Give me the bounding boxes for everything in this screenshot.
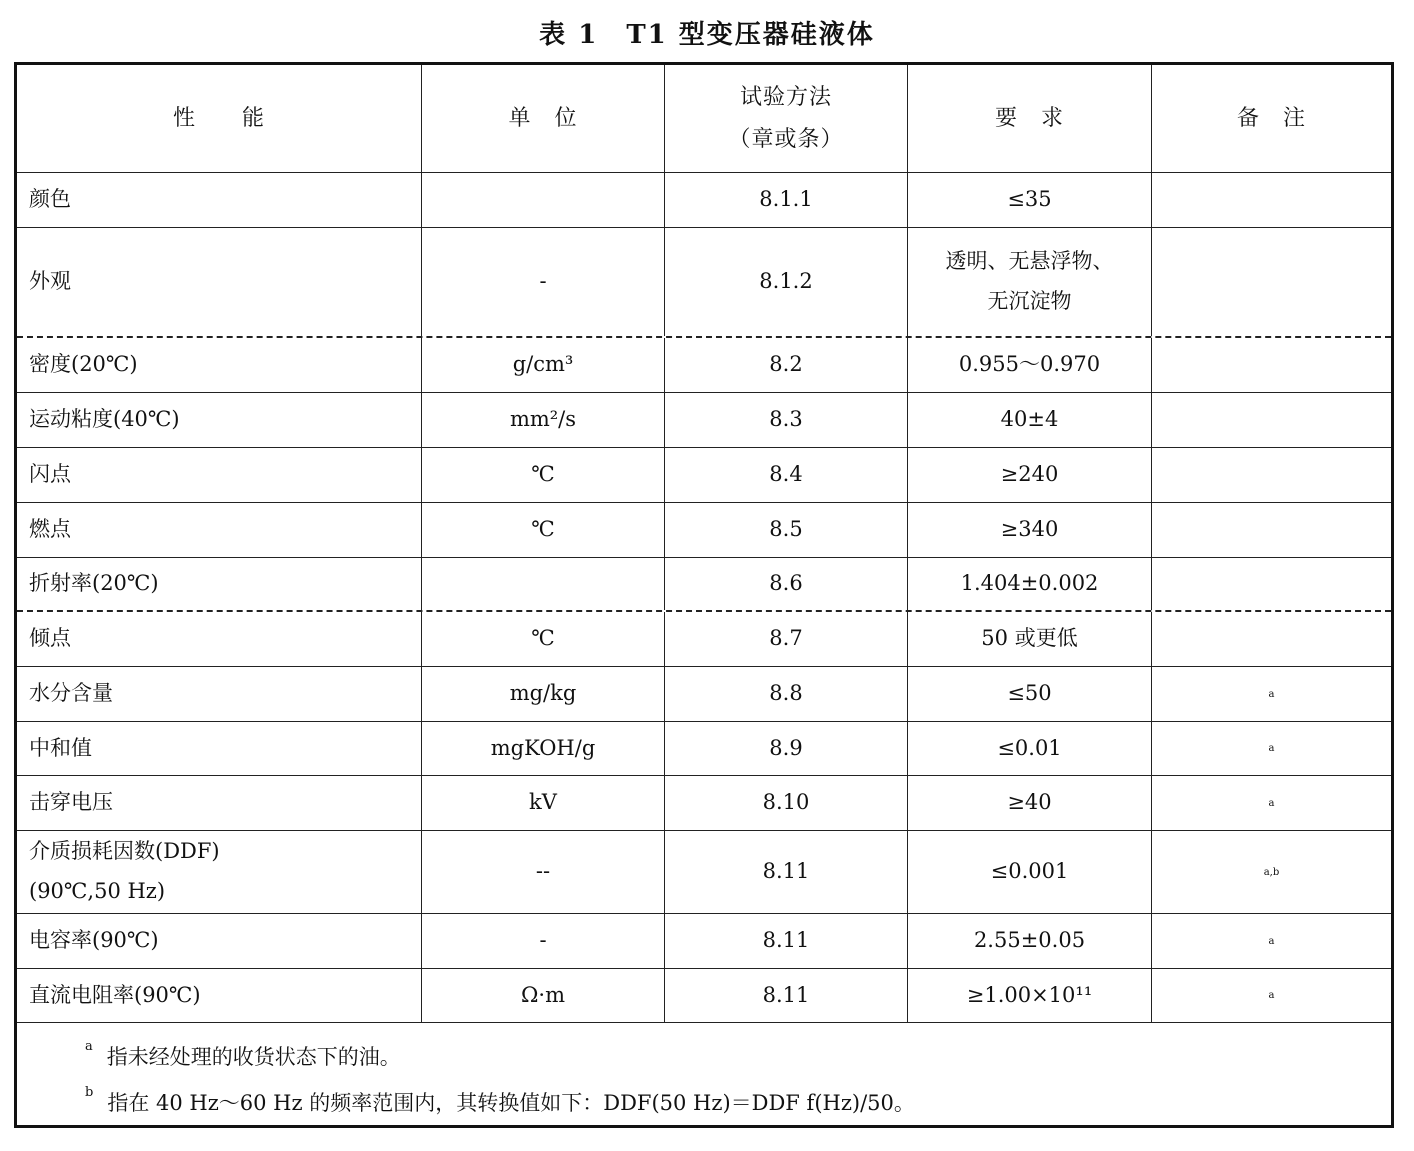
table-title: 表 1 T1 型变压器硅液体 [539, 20, 875, 50]
footnote-a [85, 1041, 401, 1071]
row-property: 运动粘度(40℃) [17, 393, 422, 447]
row-requirement: ≥340 [908, 503, 1152, 557]
row-property: 倾点 [17, 612, 422, 666]
specification-table [14, 62, 1394, 1128]
row-requirement: ≥240 [908, 448, 1152, 502]
row-unit [422, 558, 665, 610]
row-requirement: ≥1.00×10¹¹ [908, 969, 1152, 1022]
table-row [17, 969, 1391, 1023]
row-remark: a [1268, 990, 1275, 1001]
table-footnotes [17, 1023, 1391, 1125]
row-method: 8.4 [665, 448, 908, 502]
row-method: 8.11 [665, 914, 908, 968]
footnote-mark: a [85, 1039, 93, 1054]
row-method: 8.8 [665, 667, 908, 721]
row-method: 8.2 [665, 338, 908, 392]
table-row [17, 228, 1391, 338]
row-property: 水分含量 [17, 667, 422, 721]
row-remark: a [1268, 688, 1275, 700]
table-header-row [17, 65, 1391, 173]
table-row [17, 776, 1391, 831]
row-property: 介质损耗因数(DDF)(90℃,50 Hz) [17, 831, 422, 913]
row-property: 直流电阻率(90℃) [17, 969, 422, 1022]
row-method: 8.11 [665, 831, 908, 913]
row-method: 8.11 [665, 969, 908, 1022]
row-requirement: 50 或更低 [908, 612, 1152, 666]
row-property: 中和值 [17, 722, 422, 775]
row-requirement: ≤50 [908, 667, 1152, 721]
row-method: 8.1.1 [665, 173, 908, 227]
row-unit: -- [422, 831, 665, 913]
table-row [17, 722, 1391, 776]
row-property: 燃点 [17, 503, 422, 557]
row-unit: - [422, 914, 665, 968]
footnote-mark: b [85, 1085, 94, 1100]
row-property: 折射率(20℃) [17, 558, 422, 610]
row-unit: Ω·m [422, 969, 665, 1022]
row-unit: ℃ [422, 503, 665, 557]
row-requirement: 0.955～0.970 [908, 338, 1152, 392]
header-property: 性 能 [17, 65, 422, 172]
row-requirement: ≤0.01 [908, 722, 1152, 775]
row-requirement: 1.404±0.002 [908, 558, 1152, 610]
row-requirement: 40±4 [908, 393, 1152, 447]
row-unit: ℃ [422, 448, 665, 502]
row-method: 8.3 [665, 393, 908, 447]
table-row [17, 338, 1391, 393]
row-remark [1152, 173, 1391, 227]
row-unit: mm²/s [422, 393, 665, 447]
row-property: 电容率(90℃) [17, 914, 422, 968]
row-remark: a,b [1263, 866, 1280, 878]
table-row [17, 448, 1391, 503]
row-unit: kV [422, 776, 665, 830]
row-property: 闪点 [17, 448, 422, 502]
row-requirement: 透明、无悬浮物、无沉淀物 [908, 228, 1152, 336]
row-remark [1152, 612, 1391, 666]
row-method: 8.1.2 [665, 228, 908, 336]
row-requirement: ≥40 [908, 776, 1152, 830]
row-remark: a [1268, 797, 1275, 809]
row-method: 8.7 [665, 612, 908, 666]
row-requirement: ≤0.001 [908, 831, 1152, 913]
table-row [17, 914, 1391, 969]
row-remark [1152, 393, 1391, 447]
row-method: 8.10 [665, 776, 908, 830]
row-property: 外观 [17, 228, 422, 336]
table-row [17, 831, 1391, 914]
table-row [17, 612, 1391, 667]
row-remark [1152, 228, 1391, 336]
row-unit: mgKOH/g [422, 722, 665, 775]
row-requirement: 2.55±0.05 [908, 914, 1152, 968]
row-method: 8.6 [665, 558, 908, 610]
header-method-line2: （章或条） [728, 126, 844, 152]
footnote-b [85, 1087, 915, 1117]
row-remark [1152, 338, 1391, 392]
row-property: 颜色 [17, 173, 422, 227]
header-method [665, 65, 908, 172]
row-remark: a [1268, 935, 1275, 947]
row-method: 8.9 [665, 722, 908, 775]
table-row [17, 173, 1391, 228]
header-remark: 备 注 [1236, 105, 1306, 131]
footnote-text: 指在 40 Hz～60 Hz 的频率范围内，其转换值如下：DDF(50 Hz)＝DDF f(Hz)/50。 [107, 1091, 915, 1115]
row-remark: a [1268, 743, 1275, 754]
table-row [17, 667, 1391, 722]
table-row [17, 558, 1391, 612]
row-remark [1152, 448, 1391, 502]
table-row [17, 503, 1391, 558]
header-method-line1: 试验方法 [739, 84, 832, 110]
row-method: 8.5 [665, 503, 908, 557]
row-remark [1152, 558, 1391, 610]
header-unit: 单 位 [422, 65, 665, 172]
table-row [17, 393, 1391, 448]
row-remark [1152, 503, 1391, 557]
row-unit: ℃ [422, 612, 665, 666]
row-unit: g/cm³ [422, 338, 665, 392]
row-property: 击穿电压 [17, 776, 422, 830]
footnote-text: 指未经处理的收货状态下的油。 [106, 1045, 401, 1069]
header-requirement: 要 求 [908, 65, 1152, 172]
row-unit [422, 173, 665, 227]
row-requirement: ≤35 [908, 173, 1152, 227]
row-unit: mg/kg [422, 667, 665, 721]
row-property: 密度(20℃) [17, 338, 422, 392]
row-unit: - [422, 228, 665, 336]
